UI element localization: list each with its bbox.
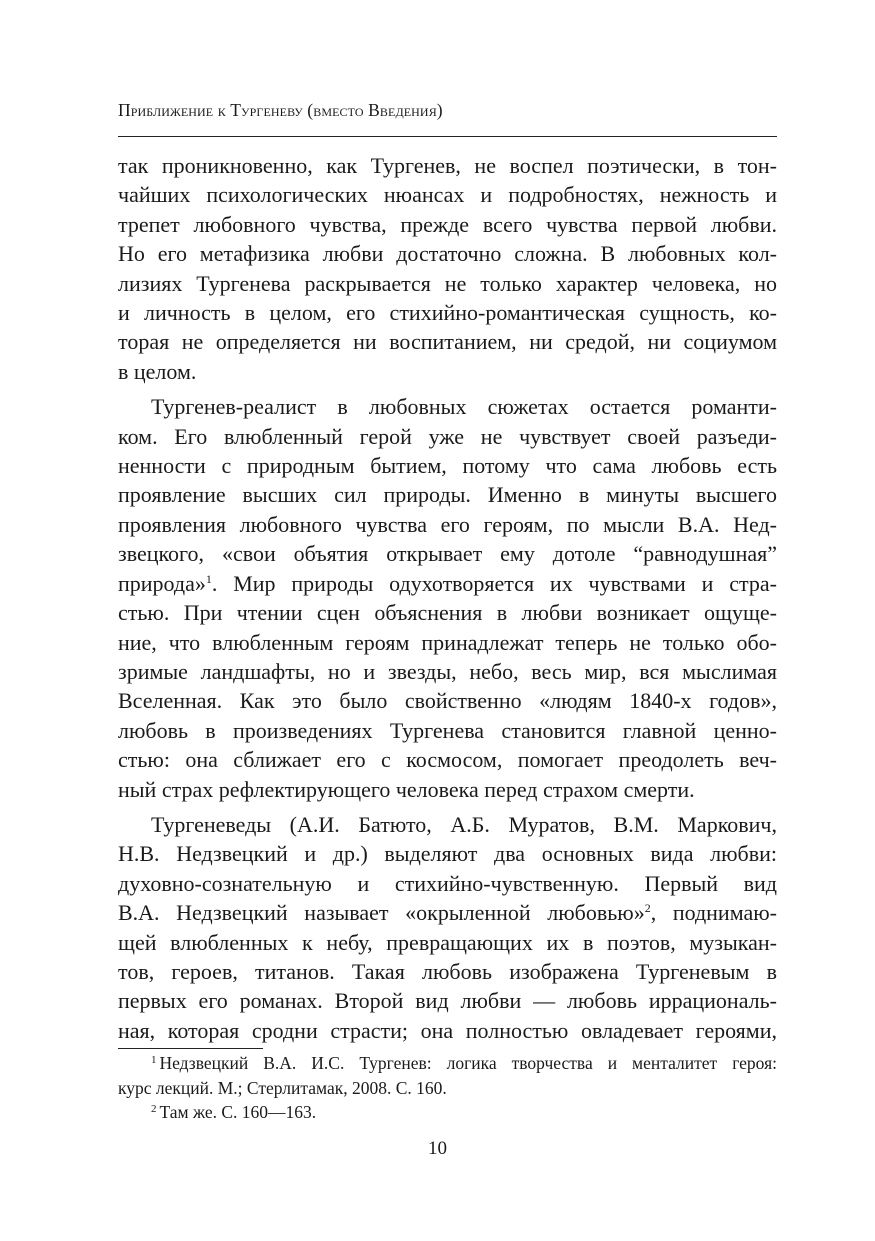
text-line: ный страх рефлектирующего человека перед страхом смерти. [118, 776, 695, 802]
text-fragment: природа» [118, 570, 206, 596]
text-line-with-note [118, 569, 777, 598]
footnote-marker-1: 1 [151, 1054, 157, 1066]
text-line: зримые ландшафты, но и звезды, небо, весь мир, вся мыслимая [118, 658, 777, 684]
text-line: звецкого, «свои объятия открывает ему дотоле “равнодушная” [118, 541, 777, 567]
header-rule [118, 136, 777, 137]
footnote-marker-2: 2 [151, 1103, 157, 1115]
running-head-title: Приближение к Тургеневу (вместо Введения) [118, 100, 443, 120]
footnote-ref-1[interactable]: 1 [205, 571, 212, 586]
text-line: чайших психологических нюансах и подробностях, нежность и [118, 182, 777, 208]
text-line: так проникновенно, как Тургенев, не воспел поэтически, в тон- [118, 153, 777, 178]
text-line: ние, что влюбленным героям принадлежат теперь не только обо- [118, 629, 777, 655]
footnote-ref-2[interactable]: 2 [644, 901, 651, 916]
text-line: Н.В. Недзвецкий и др.) выделяют два основных вида любви: [118, 841, 777, 867]
footnote-text: Недзвецкий В.А. И.С. Тургенев: логика творчества и менталитет героя: [159, 1053, 777, 1073]
text-line: проявление высших сил природы. Именно в минуты высшего [118, 482, 777, 508]
text-line: и личность в целом, его стихийно-романтическая сущность, ко- [118, 300, 777, 326]
text-line: щей влюбленных к небу, превращающих их в поэтов, музыкан- [118, 929, 777, 955]
text-line: ная, которая сродни страсти; она полностью овладевает героями, [118, 1017, 777, 1043]
page-number: 10 [428, 1138, 447, 1159]
text-fragment: , поднимаю- [650, 900, 778, 926]
footnote-rule [118, 1048, 263, 1049]
footnote-text: Там же. С. 160—163. [159, 1102, 317, 1122]
text-line-with-note [118, 898, 777, 927]
text-line: стью. При чтении сцен объяснения в любви возникает ощуще- [118, 600, 777, 626]
text-line: стью: она сближает его с космосом, помогает преодолеть веч- [118, 747, 777, 773]
paragraph-2 [118, 392, 777, 804]
footnotes [118, 1051, 777, 1125]
text-line: тов, героев, титанов. Такая любовь изображена Тургеневым в [118, 958, 777, 984]
text-line: ком. Его влюбленный герой уже не чувствует своей разъеди- [118, 423, 777, 449]
text-fragment: В.А. Недзвецкий называет «окрыленной любовью» [118, 900, 645, 926]
text-line: лизиях Тургенева раскрывается не только характер человека, но [118, 270, 777, 296]
text-line: ненности с природным бытием, потому что сама любовь есть [118, 453, 777, 479]
paragraph-3 [118, 810, 777, 1045]
text-line: Но его метафизика любви достаточно сложна. В любовных кол- [118, 241, 777, 267]
text-fragment: . Мир природы одухотворяется их чувствами и стра- [211, 570, 777, 596]
footnote-1-line [118, 1051, 777, 1076]
text-line: Вселенная. Как это было свойственно «людям 1840-х годов», [118, 688, 777, 714]
text-line: Тургенев-реалист в любовных сюжетах остается романти- [151, 394, 777, 420]
footnote-2-line [118, 1100, 777, 1125]
main-text [118, 151, 777, 1045]
text-line: первых его романах. Второй вид любви — любовь иррациональ- [118, 988, 777, 1014]
text-line: в целом. [118, 358, 197, 384]
text-line: торая не определяется ни воспитанием, ни средой, ни социумом [118, 329, 777, 355]
text-line: любовь в произведениях Тургенева становится главной ценно- [118, 717, 777, 743]
text-line: духовно-сознательную и стихийно-чувственную. Первый вид [118, 870, 777, 896]
text-line: проявления любовного чувства его героям, по мысли В.А. Нед- [118, 511, 777, 537]
paragraph-1 [118, 151, 777, 386]
text-line: трепет любовного чувства, прежде всего чувства первой любви. [118, 211, 777, 237]
footnote-1-line: курс лекций. М.; Стерлитамак, 2008. С. 160. [118, 1077, 447, 1098]
text-line: Тургеневеды (А.И. Батюто, А.Б. Муратов, В.М. Маркович, [151, 811, 777, 837]
